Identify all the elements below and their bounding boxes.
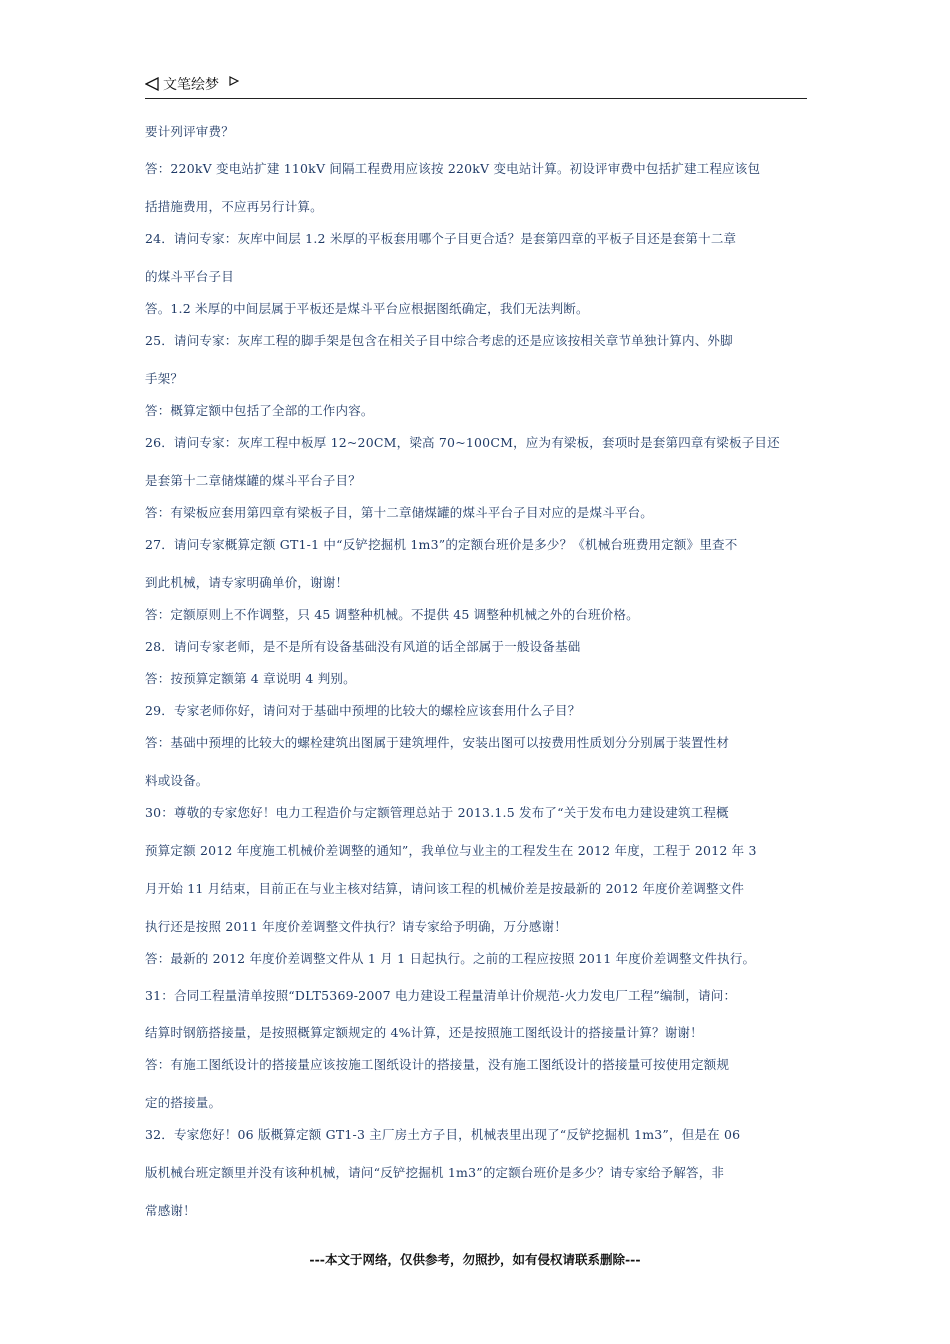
text-line: 月开始 11 月结束，目前正在与业主核对结算，请问该工程的机械价差是按最新的 2012 年度价差调整文件 (145, 881, 745, 896)
text-line: 结算时钢筋搭接量，是按照概算定额规定的 4%计算，还是按照施工图纸设计的搭接量计算？谢谢！ (145, 1025, 703, 1040)
triangle-right-icon (229, 76, 239, 86)
text-line: 的煤斗平台子目 (145, 269, 234, 284)
triangle-left-icon (145, 77, 159, 91)
text-line: 31：合同工程量清单按照“DLT5369-2007 电力建设工程量清单计价规范-火力发电厂工程”编制，请问： (145, 988, 737, 1003)
page-header (145, 72, 807, 99)
text-line: 定的搭接量。 (145, 1095, 222, 1110)
text-line: 预算定额 2012 年度施工机械价差调整的通知”，我单位与业主的工程发生在 2012 年度，工程于 2012 年 3 (145, 843, 757, 858)
text-line: 答：最新的 2012 年度价差调整文件从 1 月 1 日起执行。之前的工程应按照 2011 年度价差调整文件执行。 (145, 951, 756, 966)
text-line: 答：概算定额中包括了全部的工作内容。 (145, 403, 374, 418)
text-line: 括措施费用，不应再另行计算。 (145, 199, 323, 214)
text-line: 答：220kV 变电站扩建 110kV 间隔工程费用应该按 220kV 变电站计算。初设评审费中包括扩建工程应该包 (145, 161, 761, 176)
text-line: 答：定额原则上不作调整，只 45 调整种机械。不提供 45 调整种机械之外的台班价格。 (145, 607, 639, 622)
text-line: 27．请问专家概算定额 GT1-1 中“反铲挖掘机 1m3”的定额台班价是多少？《机械台班费用定额》里查不 (145, 537, 738, 552)
text-line: 28．请问专家老师，是不是所有设备基础没有风道的话全部属于一般设备基础 (145, 639, 581, 654)
text-line: 29．专家老师你好，请问对于基础中预埋的比较大的螺栓应该套用什么子目？ (145, 703, 581, 718)
text-line: 30：尊敬的专家您好！电力工程造价与定额管理总站于 2013.1.5 发布了“关于发布电力建设建筑工程概 (145, 805, 729, 820)
text-line: 答：按预算定额第 4 章说明 4 判别。 (145, 671, 356, 686)
text-line: 答：有梁板应套用第四章有梁板子目，第十二章储煤罐的煤斗平台子目对应的是煤斗平台。 (145, 505, 654, 520)
text-line: 26．请问专家：灰库工程中板厚 12~20CM，梁高 70~100CM，应为有梁板，套项时是套第四章有梁板子目还 (145, 435, 780, 450)
text-line: 到此机械，请专家明确单价，谢谢！ (145, 575, 349, 590)
text-line: 答：基础中预埋的比较大的螺栓建筑出图属于建筑埋件，安装出图可以按费用性质划分分别属于装置性材 (145, 735, 730, 750)
footer-disclaimer: ---本文于网络，仅供参考，勿照抄，如有侵权请联系删除--- (309, 1252, 641, 1267)
logo-text: 文笔绘梦 (163, 77, 219, 93)
text-line: 是套第十二章储煤罐的煤斗平台子目？ (145, 473, 361, 488)
text-line: 24．请问专家：灰库中间层 1.2 米厚的平板套用哪个子目更合适？是套第四章的平板子目还是套第十二章 (145, 231, 737, 246)
text-line: 25．请问专家：灰库工程的脚手架是包含在相关子目中综合考虑的还是应该按相关章节单独计算内、外脚 (145, 333, 733, 348)
text-line: 料或设备。 (145, 773, 209, 788)
text-line: 手架？ (145, 371, 184, 386)
text-line: 要计列评审费？ (145, 124, 234, 139)
text-line: 版机械台班定额里并没有该种机械，请问“反铲挖掘机 1m3”的定额台班价是多少？请专家给予解答，非 (145, 1165, 725, 1180)
text-line: 答：有施工图纸设计的搭接量应该按施工图纸设计的搭接量，没有施工图纸设计的搭接量可按使用定额规 (145, 1057, 730, 1072)
text-line: 32．专家您好！06 版概算定额 GT1-3 主厂房土方子目，机械表里出现了“反铲挖掘机 1m3”，但是在 06 (145, 1127, 741, 1142)
text-line: 执行还是按照 2011 年度价差调整文件执行？请专家给予明确，万分感谢！ (145, 919, 567, 934)
text-line: 答。1.2 米厚的中间层属于平板还是煤斗平台应根据图纸确定，我们无法判断。 (145, 301, 589, 316)
logo (145, 74, 239, 94)
text-line: 常感谢！ (145, 1203, 196, 1218)
